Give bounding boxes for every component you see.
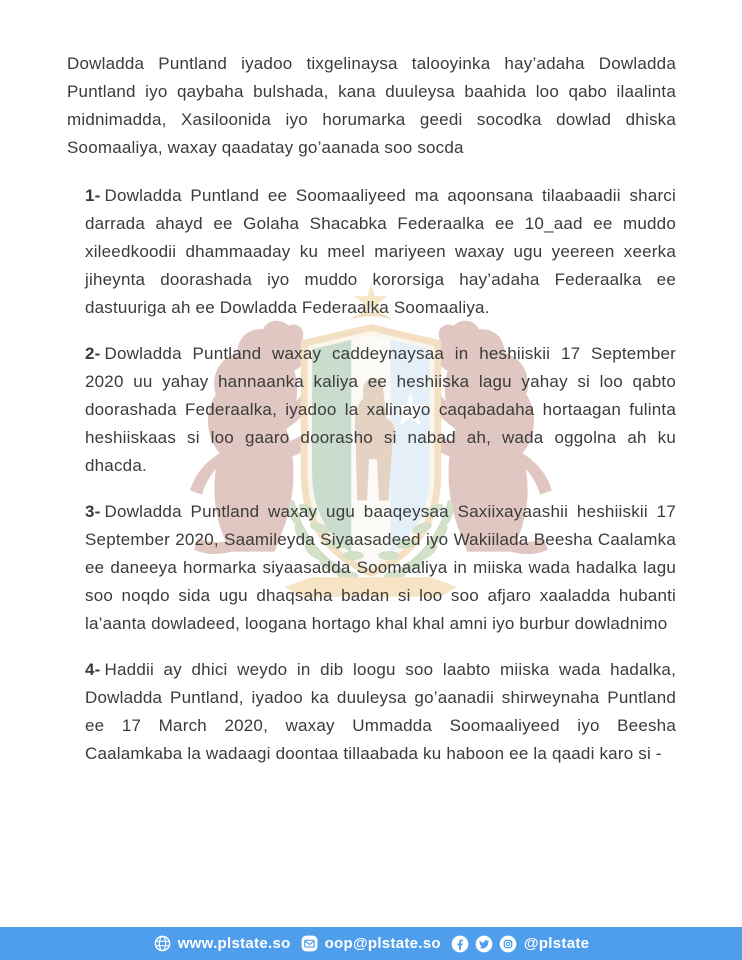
item-number: 4- — [85, 660, 101, 679]
list-item-4 — [85, 656, 676, 768]
globe-icon — [153, 934, 172, 953]
facebook-icon[interactable] — [450, 934, 470, 954]
item-number: 1- — [85, 186, 101, 205]
email-icon — [300, 934, 319, 953]
item-text: Dowladda Puntland waxay ugu baaqeysaa Saxiixayaashii heshiiskii 17 September 2020, Saamileyda Siyaasadeed iyo Wakiilada Beesha Caalamka ee daneeya hormarka siyaasadda Soomaaliya in miiska wada hadalka lagu soo noqdo sida ugu dhaqsaha badan si loo soo afjaro xaaladda hubanti la’aanta dowladeed, loogana hortago khal khal amni iyo burbur dowladnimo — [85, 502, 676, 633]
item-text: Dowladda Puntland ee Soomaaliyeed ma aqoonsana tilaabaadii sharci darrada ahayd ee Golaha Shacabka Federaalka ee 10_aad ee muddo xileedkoodii dhammaaday ku meel mariyeen waxay ugu yeereen xeerka jiheynta doorashada iyo muddo kororsiga hay’adaha Federaalka ee dastuuriga ah ee Dowladda Federaalka Soomaaliya. — [85, 186, 676, 317]
list-item-2 — [85, 340, 676, 480]
list-item-3 — [85, 498, 676, 638]
footer-website-text: www.plstate.so — [177, 935, 291, 952]
twitter-icon[interactable] — [474, 934, 494, 954]
footer-bar — [0, 927, 742, 960]
item-number: 3- — [85, 502, 101, 521]
footer-social — [450, 934, 589, 954]
footer-social-handle: @plstate — [523, 935, 590, 952]
intro-paragraph: Dowladda Puntland iyadoo tixgelinaysa talooyinka hay’adaha Dowladda Puntland iyo qaybaha bulshada, kana duuleysa baahida loo qabo ilaalinta midnimadda, Xasiloonida iyo horumarka geedi socodka dowlad dhiska Soomaaliya, waxay qaadatay go’aanada soo socda — [67, 54, 676, 157]
footer-website-link[interactable] — [153, 934, 291, 953]
footer-email-link[interactable] — [300, 934, 441, 953]
item-text: Dowladda Puntland waxay caddeynaysaa in heshiiskii 17 September 2020 uu yahay hannaanka kaliya ee heshiiska lagu yahay si loo qabto doorashada Federaalka, iyadoo la xalinayo caqabadaha hortaagan fulinta heshiiskaas si loo gaaro doorasho si nabad ah, wada oggolna ah ku dhacda. — [85, 344, 676, 475]
item-text: Haddii ay dhici weydo in dib loogu soo laabto miiska wada hadalka, Dowladda Puntland, iyadoo ka duuleysa go’aanadii shirweynaha Puntland ee 17 March 2020, waxay Ummadda Soomaaliyeed iyo Beesha Caalamkaba la wadaagi doontaa tillaabada ku haboon ee la qaadi karo si - — [85, 660, 676, 763]
list-item-1 — [85, 182, 676, 322]
item-number: 2- — [85, 344, 101, 363]
instagram-icon[interactable] — [498, 934, 518, 954]
footer-email-text: oop@plstate.so — [324, 935, 441, 952]
